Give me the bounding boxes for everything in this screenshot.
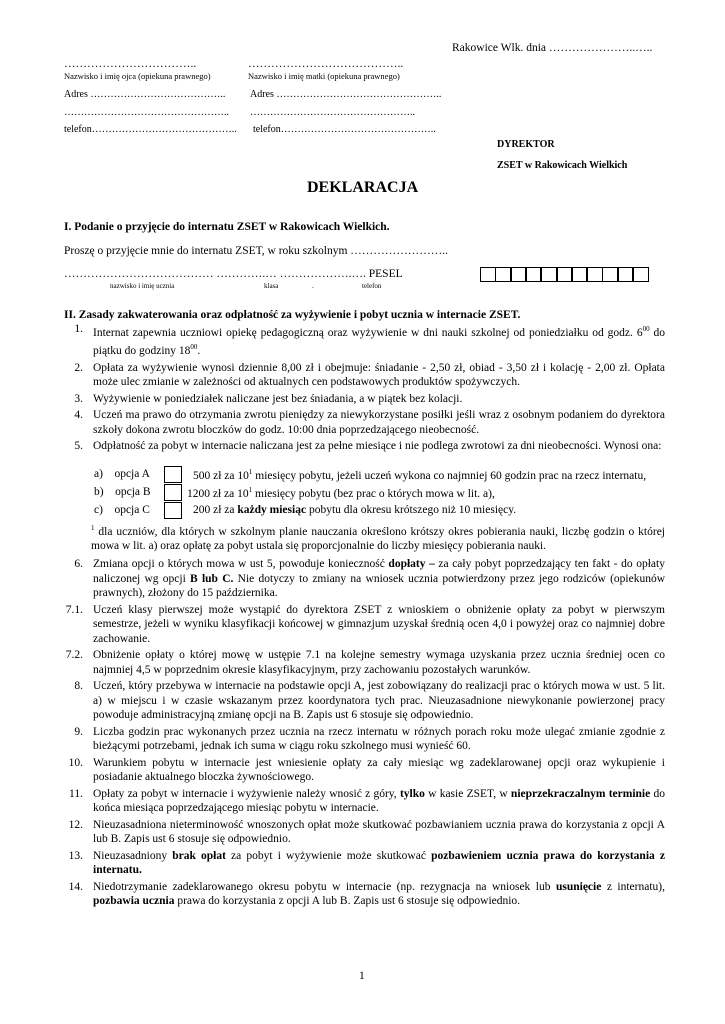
option-b-checkbox[interactable] — [164, 484, 182, 501]
list-item: 5. Odpłatność za pobyt w internacie naliczana jest za pełne miesiące i nie podlega zwrotowi za dni nieobecności. Wynosi ona: — [74, 440, 662, 453]
mother-dots: ………………………………….. — [248, 58, 404, 70]
address-left: Adres ………………………………….. — [64, 89, 226, 100]
list-item: 9. Liczba godzin prac wykonanych przez ucznia na rzecz internatu w różnych porach roku może ulegać zmianie zgodnie z bieżącymi potrzebami, jednak ich suma w ciągu roku szkolnego musi wynieść 60. — [74, 725, 665, 752]
option-a-checkbox[interactable] — [164, 466, 182, 483]
label-phone: telefon — [362, 282, 382, 290]
list-item: 8. Uczeń, który przebywa w internacie na podstawie opcji A, jest zobowiązany do realizacji prac o których mowa w ust. 5 lit. a) w miejscu i w czasie wskazanym przez koordynatora tych prac. Nieuzasadnione niewykonanie powierzonej pracy powoduje administracyjną zmianę opcji na B. Zapis ust 6 stosuje się odpowiednio. — [74, 680, 665, 721]
option-b-desc: 1200 zł za $10^1$ miesięcy pobytu (bez prac o których mowa w lit. a), — [187, 486, 495, 500]
father-label: Nazwisko i imię ojca (opiekuna prawnego) — [64, 71, 211, 81]
page-number: 1 — [359, 970, 365, 982]
pesel-box[interactable] — [541, 267, 557, 282]
pesel-box[interactable] — [480, 267, 496, 282]
list-item: 11. Opłaty za pobyt w internacie i wyżywienie należy wnosić z góry, tylko w kasie ZSET, w nieprzekraczalnym terminie do końca miesiąca poprzedzającego miesiąc pobytu w internacie. — [69, 787, 666, 814]
section-2-heading: II. Zasady zakwaterowania oraz odpłatność za wyżywienie i pobyt ucznia w internacie ZSET. — [64, 309, 521, 321]
list-item: 6. Zmiana opcji o których mowa w ust 5, powoduje konieczność dopłaty – za cały pobyt poprzedzający ten fakt - do opłaty naliczonej wg opcji B lub C. Nie dotyczy to zmiany na wniosek ucznia potwierdzony przez jego rodziców (opiekunów prawnych), złożony do 15 października. — [74, 558, 665, 599]
option-a-desc: 500 zł za $10^1$ miesięcy pobytu, jeżeli uczeń wykona co najmniej 60 godzin prac na rzecz internatu, — [193, 468, 647, 482]
page-title: DEKLARACJA — [307, 179, 419, 196]
option-a: a) opcja A — [94, 468, 150, 480]
footnote: $^1$ dla uczniów, dla których w szkolnym planie nauczania określono krótszy okres pobierania nauki, liczbę godzin o której mowa w lit. a) oraz opłatę za pobyt ustala się proporcjonalnie do liczby miesięcy pobierania nauki. — [91, 524, 665, 553]
request-line: Proszę o przyjęcie mnie do internatu ZSET, w roku szkolnym …………………….. — [64, 245, 449, 257]
pesel-box[interactable] — [633, 267, 649, 282]
list-item: 4. Uczeń ma prawo do otrzymania zwrotu pieniędzy za niewykorzystane posiłki jeśli wraz z osobnym podaniem do dyrektora szkoły dokona zwrotu bloczków do godz. 10:00 dnia poprzedzającego nieobecność. — [74, 409, 665, 436]
recipient-line-1: DYREKTOR — [497, 139, 555, 150]
mother-label: Nazwisko i imię matki (opiekuna prawnego) — [248, 71, 400, 81]
option-c-desc: 200 zł za każdy miesiąc pobytu dla okresu krótszego niż 10 miesięcy. — [193, 504, 517, 516]
section-1-heading: I. Podanie o przyjęcie do internatu ZSET w Rakowicach Wielkich. — [64, 221, 390, 233]
list-item: 10. Warunkiem pobytu w internacie jest wniesienie opłaty za cały miesiąc wg zadeklarowanej opcji oraz wykupienie i posiadanie aktualnego bloczka żywnościowego. — [68, 756, 665, 783]
phone-right: telefon……………………………………….. — [253, 124, 436, 135]
pesel-box[interactable] — [587, 267, 603, 282]
list-item: 2. Opłata za wyżywienie wynosi dziennie 8,00 zł i obejmuje: śniadanie - 2,50 zł, obiad - 3,50 zł i kolację - 2,00 zł. Opłata może ulec zmianie w zależności od aktualnych cen podstawowych produktów spożywczych. — [74, 361, 665, 389]
phone-left: telefon…………………………………….. — [64, 124, 237, 135]
pesel-box[interactable] — [495, 267, 511, 282]
list-item: 7.1. Uczeń klasy pierwszej może wystąpić do dyrektora ZSET z wnioskiem o obniżenie opłaty za pobyt w pierwszym semestrze, jeżeli w wyniku klasyfikacji końcowej w gimnazjum uzyskał średnią ocen 4,0 i powyżej oraz co najmniej dobre zachowanie. — [65, 603, 665, 645]
list-item: 1. Internat zapewnia uczniowi opiekę pedagogiczną oraz wyżywienie w dni nauki szkolnej od poniedziałku od godz. $6^{00}$ do piątku do godziny $18^{00}$. — [74, 323, 665, 358]
option-c-checkbox[interactable] — [164, 502, 182, 519]
recipient-line-2: ZSET w Rakowicach Wielkich — [497, 160, 628, 171]
address-right: Adres ………………………………………….. — [250, 89, 442, 100]
label-separator: . — [312, 282, 314, 290]
address-right-2: ………………………………………….. — [250, 107, 415, 118]
pesel-box[interactable] — [618, 267, 634, 282]
list-item: 14. Niedotrzymanie zadeklarowanego okresu pobytu w internacie (np. rezygnacja na wniosek lub usunięcie z internatu), pozbawia ucznia prawa do korzystania z opcji A lub B. Zapis ust 6 stosuje się odpowiednio. — [68, 880, 665, 907]
student-fields: ………………………………… ………….… ……………….…. PESEL — [64, 268, 403, 280]
rules-list-1 — [74, 322, 665, 454]
address-left-2: ………………………………………….. — [64, 107, 229, 118]
pesel-box[interactable] — [602, 267, 618, 282]
list-item: 12. Nieuzasadniona nieterminowość wnoszonych opłat może skutkować pozbawianiem ucznia prawa do korzystania z opcji A lub B. Zapis ust 6 stosuje się odpowiednio. — [68, 818, 665, 845]
pesel-box[interactable] — [511, 267, 527, 282]
list-item: 3. Wyżywienie w poniedziałek naliczane jest bez śniadania, a w piątek bez kolacji. — [74, 392, 463, 405]
label-class: klasa — [264, 282, 279, 290]
rules-list-2 — [65, 557, 666, 909]
father-dots: …………………………….. — [64, 58, 197, 70]
pesel-box[interactable] — [526, 267, 542, 282]
pesel-box[interactable] — [572, 267, 588, 282]
list-item: 13. Nieuzasadniony brak opłat za pobyt i wyżywienie może skutkować pozbawieniem ucznia prawa do korzystania z internatu. — [68, 849, 665, 876]
pesel-box[interactable] — [557, 267, 573, 282]
label-student-name: nazwisko i imię ucznia — [110, 282, 175, 290]
option-b: b) opcja B — [94, 486, 151, 498]
place-date: Rakowice Wlk. dnia …………………..….. — [452, 42, 653, 54]
option-c: c) opcja C — [94, 504, 150, 516]
list-item: 7.2. Obniżenie opłaty o której mowę w ustępie 7.1 na kolejne semestry wymaga uzyskania przez ucznia średniej ocen co najmniej 4,5 w poprzednim okresie klasyfikacyjnym, przy zachowaniu pozostałych warunków. — [65, 649, 665, 676]
